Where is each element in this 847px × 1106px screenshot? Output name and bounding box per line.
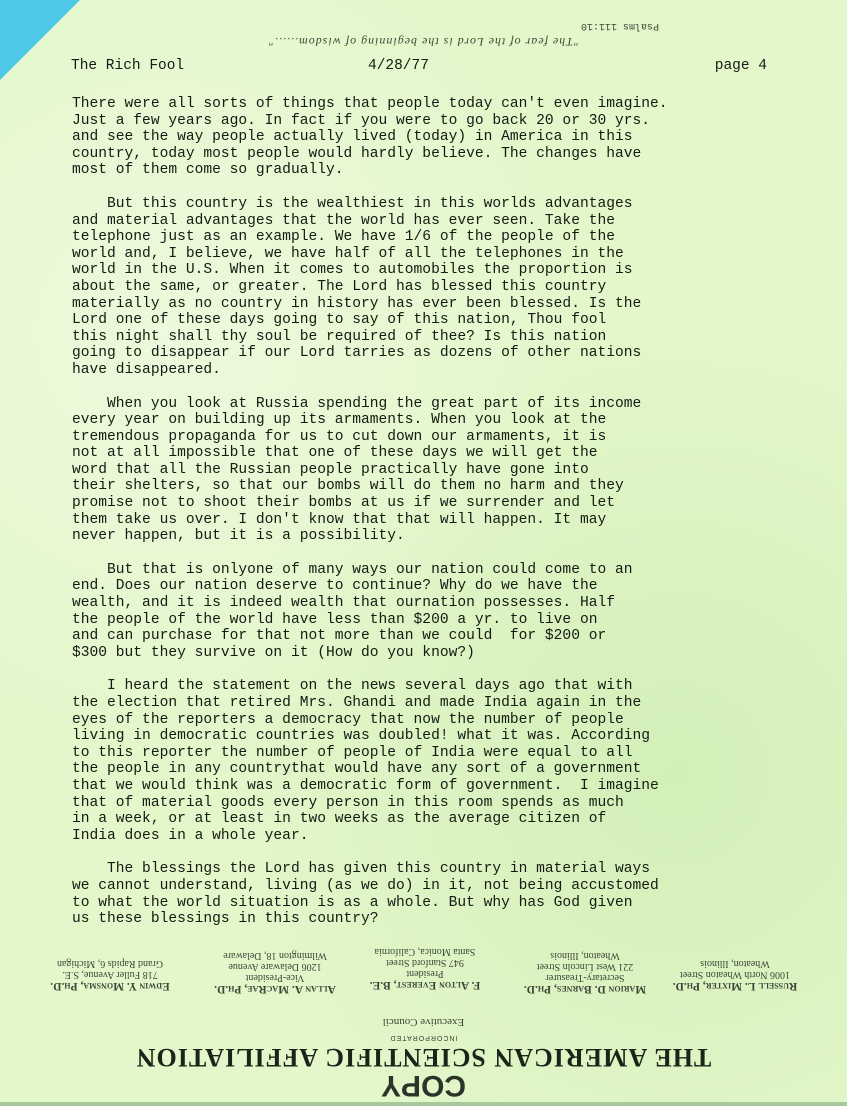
document-body — [72, 96, 777, 945]
paragraph-4: But that is onlyone of many ways our nation could come to an end. Does our nation deserve to continue? Why do we have the wealth, and it is indeed wealth that ournation possesses. Half the people of the world have less than $200 a yr. to live on and can purchase for that not more than we could for $200 or $300 but they survive on it (How do you know?) — [72, 561, 633, 661]
executive-council-label: Executive Council — [382, 1016, 465, 1028]
council-member-3: F. Alton Everest, B.E. President 947 Stanford Street Santa Monica, California — [369, 946, 481, 991]
paragraph-2: But this country is the wealthiest in this worlds advantages and material advantages that the world has ever seen. Take the telephone just as an example. We have 1/6 of the people of the world and, I believe, we have half of all the telephones in the world in the U.S. When it comes to automobiles the proportion is about the same, or greater. The Lord has blessed this country materially as no country in history has ever been blessed. Is the Lord one of these days going to say of this nation, Thou fool this night shall thy soul be required of thee? Is this nation going to disappear if our Lord tarries as dozens of other nations have disappeared. — [72, 195, 642, 378]
banner-quote: "The fear of the Lord is the beginning of wisdom......" — [268, 35, 579, 49]
council-member-5: Edwin Y. Monsma, Ph.D. 718 Fuller Avenue, S.E. Grand Rapids 6, Michigan — [50, 958, 170, 992]
organization-name: THE AMERICAN SCIENTIFIC AFFILIATION — [135, 1043, 712, 1072]
council-member-1: Russell L. Mixter, Ph.D. 1006 North Wheaton Street Wheaton, Illinois — [672, 958, 798, 992]
scan-bottom-edge — [0, 1102, 847, 1106]
copy-stamp: COPY — [380, 1069, 467, 1102]
paragraph-5: I heard the statement on the news several days ago that with the election that retired Mrs. Ghandi and made India again in the eyes of the reporters a democracy that now the number of people living in democratic countries was doubled! what it was. According to this reporter the number of people of India were equal to all the people in any countrythat would have any sort of a government that we would think was a democratic form of government. I imagine that of material goods every person in this room spends as much in a week, or at least in two weeks as the average citizen of India does in a whole year. — [72, 678, 659, 844]
page-number: page 4 — [714, 58, 767, 74]
paragraph-6: The blessings the Lord has given this country in material ways we cannot understand, living (as we do) in it, not being accustomed to what the world situation is as a whole. But why has God given us these blessings in this country? — [72, 861, 659, 928]
banner-reference: Psalms 111:10 — [580, 20, 659, 31]
paragraph-3: When you look at Russia spending the great part of its income every year on building up its armaments. When you look at the tremendous propaganda for us to cut down our armaments, it is not at all impossible that one of these days we will get the word that all the Russian people practically have gone into their shelters, so that our bombs will do them no harm and they promise not to shoot their bombs at us if we surrender and let them take us over. I don't know that that will happen. It may never happen, but it is a possibility. — [72, 395, 642, 545]
sermon-date: 4/28/77 — [368, 58, 429, 74]
incorporated-label: INCORPORATED — [389, 1034, 458, 1041]
council-member-4: Allan A. MacRae, Ph.D. Vice-President 1206 Delaware Avenue Wilmington 18, Delaware — [214, 950, 336, 995]
sermon-title: The Rich Fool — [71, 58, 185, 74]
page-header — [71, 58, 767, 76]
council-member-2: Marion D. Barnes, Ph.D. Secretary-Treasurer 221 West Lincoln Street Wheaton, Illinois — [523, 950, 647, 995]
paragraph-1: There were all sorts of things that people today can't even imagine. Just a few years ago. In fact if you were to go back 20 or 30 yrs. and see the way people actually lived (today) in America in this country, today most people would hardly believe. The changes have most of them come so gradually. — [72, 96, 668, 179]
